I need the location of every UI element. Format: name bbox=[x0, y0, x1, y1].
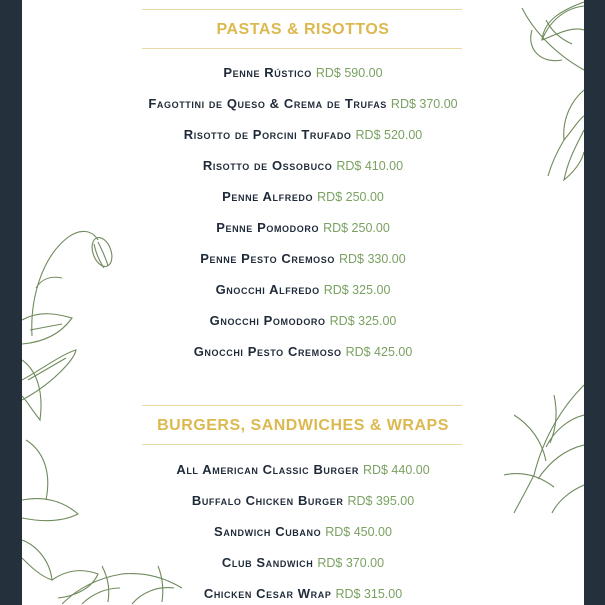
menu-item-price: RD$ 395.00 bbox=[347, 494, 415, 508]
menu-item bbox=[22, 524, 584, 539]
menu-item-price: RD$ 330.00 bbox=[338, 252, 406, 266]
menu-item-name: Penne Pomodoro bbox=[216, 220, 320, 235]
menu-item-name: Gnocchi Alfredo bbox=[215, 282, 320, 297]
menu-item bbox=[22, 586, 584, 601]
menu-item-name: Penne Pesto Cremoso bbox=[200, 251, 335, 266]
menu-item bbox=[22, 313, 584, 328]
section-title-burgers: BURGERS, SANDWICHES & WRAPS bbox=[157, 417, 449, 434]
menu-item-price: RD$ 440.00 bbox=[362, 463, 430, 477]
menu-item-price: RD$ 315.00 bbox=[335, 587, 403, 601]
section-divider bbox=[142, 48, 462, 49]
menu-item bbox=[22, 158, 584, 173]
menu-item-name: Gnocchi Pomodoro bbox=[209, 313, 326, 328]
menu-item-price: RD$ 425.00 bbox=[345, 345, 413, 359]
menu-item-name: Club Sandwich bbox=[221, 555, 314, 570]
menu-item bbox=[22, 65, 584, 80]
menu-item-name: Fagottini de Queso & Crema de Trufas bbox=[148, 96, 387, 111]
menu-item bbox=[22, 282, 584, 297]
menu-item-name: Gnocchi Pesto Cremoso bbox=[193, 344, 342, 359]
menu-item bbox=[22, 127, 584, 142]
menu-item bbox=[22, 251, 584, 266]
menu-item-price: RD$ 250.00 bbox=[323, 221, 390, 235]
menu-item-price: RD$ 325.00 bbox=[329, 314, 397, 328]
menu-item-price: RD$ 250.00 bbox=[317, 190, 384, 204]
menu-item-name: Buffalo Chicken Burger bbox=[191, 493, 344, 508]
menu-item-name: Risotto de Ossobuco bbox=[202, 158, 333, 173]
menu-item-price: RD$ 590.00 bbox=[315, 66, 383, 80]
menu-item-price: RD$ 370.00 bbox=[317, 556, 385, 570]
menu-page bbox=[22, 0, 584, 605]
menu-item bbox=[22, 555, 584, 570]
menu-item-name: Risotto de Porcini Trufado bbox=[183, 127, 352, 142]
section-title-pastas: PASTAS & RISOTTOS bbox=[216, 21, 390, 38]
menu-item-name: All American Classic Burger bbox=[176, 462, 359, 477]
menu-item-name: Penne Rústico bbox=[223, 65, 312, 80]
section-divider-top bbox=[142, 9, 462, 10]
menu-item-name: Chicken Cesar Wrap bbox=[203, 586, 332, 601]
menu-item-name: Sandwich Cubano bbox=[214, 524, 322, 539]
menu-item-name: Penne Alfredo bbox=[222, 189, 314, 204]
menu-item bbox=[22, 462, 584, 477]
menu-item-price: RD$ 325.00 bbox=[323, 283, 391, 297]
menu-item-price: RD$ 450.00 bbox=[325, 525, 392, 539]
section-divider-top bbox=[142, 405, 462, 406]
menu-item bbox=[22, 96, 584, 111]
menu-item bbox=[22, 189, 584, 204]
menu-item-price: RD$ 370.00 bbox=[390, 97, 458, 111]
menu-item-price: RD$ 520.00 bbox=[355, 128, 423, 142]
menu-item-price: RD$ 410.00 bbox=[336, 159, 404, 173]
section-divider bbox=[142, 444, 462, 445]
menu-item bbox=[22, 344, 584, 359]
menu-item bbox=[22, 220, 584, 235]
menu-item bbox=[22, 493, 584, 508]
